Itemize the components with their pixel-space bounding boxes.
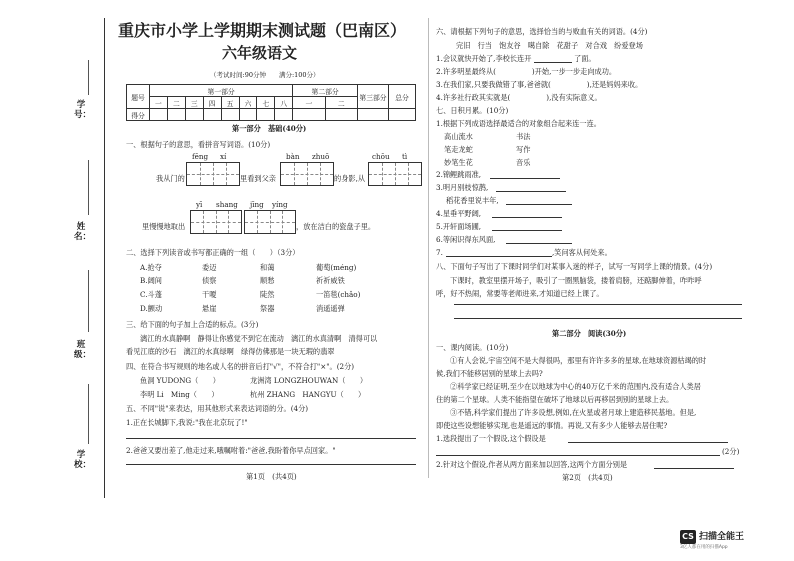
q1-heading: 一、根据句子的意思，看拼音写词语。(10分) (126, 140, 271, 149)
answer-line[interactable] (126, 464, 416, 465)
column-divider (428, 18, 429, 478)
scanner-app-icon: CS (680, 530, 696, 544)
score-table: 题号 第一部分 第二部分 第三部分 总分 一 二 三 四 五 六 七 八 一 二 得分 (126, 84, 416, 121)
binding-line (104, 18, 105, 498)
class-label: 班级： (74, 340, 92, 360)
school-label: 学校： (74, 450, 92, 470)
q3-heading: 三、给下面的句子加上合适的标点。(3分) (126, 320, 259, 329)
answer-box-yishang[interactable] (190, 210, 242, 234)
scanner-app-name: 扫描全能王 (699, 532, 745, 542)
exam-title: 重庆市小学上学期期末测试题（巴南区） (118, 21, 407, 40)
q4-heading: 四、在符合书写规则的地名或人名的拼音后打"√"，不符合打"×"。(2分) (126, 362, 355, 371)
q7-heading: 七、日积月累。(10分) (436, 106, 509, 115)
exam-subtitle: 六年级语文 (222, 44, 298, 62)
part1-heading: 第一部分 基础(40分) (232, 124, 307, 133)
answer-box-jingying[interactable] (244, 210, 296, 234)
scanner-brand (680, 526, 790, 552)
scanner-app-tagline: 3亿人都在用的扫描App (680, 545, 728, 550)
answer-box-chouti[interactable] (368, 162, 422, 186)
q5-heading: 五、不同"说"来表达，用其他形式来表达词语的分。(4分) (126, 404, 309, 413)
student-name-label: 姓名： (74, 222, 92, 242)
q2-heading: 二、选择下列读音或书写都正确的一组（ ）（3分） (126, 248, 300, 257)
q6-heading: 六、请根据下列句子的意思，选择恰当的与败血有关的词语。(4分) (436, 27, 648, 36)
q8-heading: 八、下面句子写出了下课时同学们对某事入迷的样子，试写一写同学上课的情景。(4分) (436, 262, 713, 271)
reading-heading: 一、课内阅读。(10分) (436, 343, 509, 352)
student-id-label: 学号： (74, 100, 92, 120)
page-footer-2: 第2页 (共4页) (562, 473, 613, 482)
answer-box-fengxi[interactable] (186, 162, 240, 186)
answer-line[interactable] (126, 438, 416, 439)
page-footer-1: 第1页 (共4页) (246, 472, 297, 481)
exam-info: （考试时间:90分钟 满分:100分） (210, 71, 320, 79)
part2-heading: 第二部分 阅读(30分) (552, 329, 627, 338)
answer-box-banzhuo[interactable] (280, 162, 334, 186)
binding-margin (4, 0, 114, 561)
